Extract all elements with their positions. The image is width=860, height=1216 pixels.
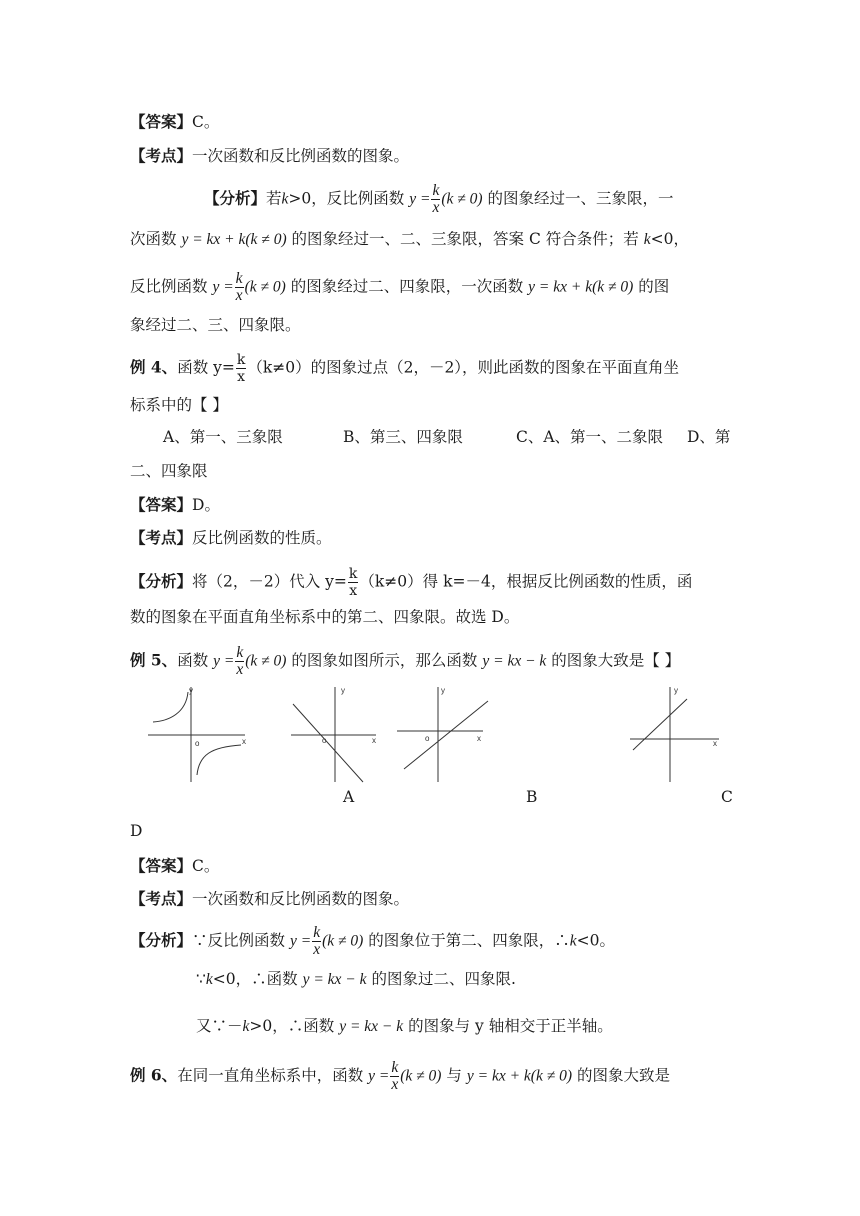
answer-text: C。 — [192, 113, 220, 131]
ex5-analysis-line-2: ∵k<0，∴函数 y = kx − k 的图象过二、四象限. — [196, 970, 516, 988]
ex3-analysis-line-1: 【分析】若k>0，反比例函数 y = $\frac{k}{x}$ (k ≠ 0) 的图象经过一、三象限，一 — [204, 182, 674, 216]
x-axis-label: x — [372, 736, 376, 745]
x-axis-label: x — [713, 739, 717, 748]
graph-label-c: C — [721, 788, 733, 806]
graph-option-b — [395, 685, 493, 785]
ex3-analysis-line-3: 反比例函数 y = $\frac{k}{x}$ (k ≠ 0) 的图象经过二、四象限，一次函数 y = kx + k(k ≠ 0) 的图 — [130, 270, 670, 304]
line-positive-slope — [633, 699, 687, 750]
fraction-k-over-x: $\frac{k}{x}$ — [235, 270, 243, 304]
graph-label-a: A — [343, 788, 355, 806]
fraction-k-over-x: $\frac{k}{x}$ — [313, 924, 321, 958]
answer-tag: 【答案】 — [130, 112, 193, 131]
x-axis-label: x — [477, 734, 481, 743]
y-axis-label: y — [441, 686, 445, 695]
point-tag: 【考点】 — [130, 528, 193, 547]
ex4-question-line-1: 例 4、函数 y= $\frac{k}{x}$ （k≠0）的图象过点（2，－2），则此函数的图象在平面直角坐 — [130, 352, 680, 385]
ex4-option-d: D、第 — [687, 428, 731, 446]
ex4-option-b: B、第三、四象限 — [343, 428, 463, 446]
origin-label: o — [425, 734, 430, 743]
ex6-question-line-1: 例 6、在同一直角坐标系中，函数 y = $\frac{k}{x}$ (k ≠ 0) 与 y = kx + k(k ≠ 0) 的图象大致是 — [130, 1059, 670, 1093]
ex4-question-line-2: 标系中的【 】 — [130, 396, 228, 414]
fraction-k-over-x: $\frac{k}{x}$ — [236, 644, 244, 678]
point-tag: 【考点】 — [130, 889, 193, 908]
line-k-negative — [293, 704, 363, 782]
ex3-point-line — [130, 145, 409, 167]
x-axis-label: x — [242, 737, 246, 746]
example-label: 例 5、 — [130, 650, 178, 670]
ex4-option-a: A、第一、三象限 — [163, 428, 283, 446]
analysis-tag: 【分析】 — [130, 571, 193, 591]
graph-label-d: D — [130, 822, 143, 840]
ex5-analysis-line-3: 又∵－k>0，∴函数 y = kx − k 的图象与 y 轴相交于正半轴。 — [196, 1017, 613, 1035]
ex5-point-line: 【考点】一次函数和反比例函数的图象。 — [130, 889, 410, 908]
ex5-answer-line: 【答案】C。 — [130, 856, 220, 875]
point-text: 一次函数和反比例函数的图象。 — [192, 147, 410, 165]
ex3-answer-line — [130, 111, 219, 133]
hyperbola-graph — [145, 685, 250, 785]
origin-label: o — [322, 736, 327, 745]
example-label: 例 6、 — [130, 1065, 178, 1085]
ex5-question-line-1: 例 5、函数 y = $\frac{k}{x}$ (k ≠ 0) 的图象如图所示，那么函数 y = kx − k 的图象大致是【 】 — [130, 644, 681, 678]
y-axis-label: y — [674, 686, 678, 695]
analysis-tag: 【分析】 — [130, 930, 193, 950]
fraction-k-over-x: $\frac{k}{x}$ — [432, 182, 440, 216]
analysis-tag: 【分析】 — [204, 188, 267, 208]
example-label: 例 4、 — [130, 357, 178, 377]
answer-tag: 【答案】 — [130, 856, 193, 875]
fraction-k-over-x: $\frac{k}{x}$ — [348, 566, 358, 599]
fraction-k-over-x: $\frac{k}{x}$ — [236, 352, 246, 385]
ex4-option-c: C、A、第一、二象限 — [516, 428, 664, 446]
hyperbola-branch-upper-left — [153, 692, 188, 722]
ex3-analysis-line-2: 次函数 y = kx + k(k ≠ 0) 的图象经过一、二、三象限，答案 C 符合条件；若 k<0， — [130, 230, 689, 248]
ex3-analysis-line-4: 象经过二、三、四象限。 — [130, 316, 301, 334]
y-axis-label: y — [189, 686, 193, 695]
answer-tag: 【答案】 — [130, 495, 193, 514]
graph-option-c — [627, 685, 722, 785]
graph-option-a — [288, 685, 380, 785]
ex4-answer-line: 【答案】D。 — [130, 495, 220, 514]
ex5-analysis-line-1: 【分析】∵反比例函数 y = $\frac{k}{x}$ (k ≠ 0) 的图象位于第二、四象限，∴k<0。 — [130, 924, 615, 958]
ex4-option-d-cont: 二、四象限 — [130, 462, 208, 480]
graph-label-b: B — [526, 788, 538, 806]
hyperbola-branch-lower-right — [197, 745, 241, 775]
origin-label: o — [195, 739, 200, 748]
y-axis-label: y — [341, 686, 345, 695]
line-positive-slope — [404, 701, 488, 769]
ex4-analysis-line-1: 【分析】将（2，－2）代入 y= $\frac{k}{x}$ （k≠0）得 k=－4，根据反比例函数的性质，函 — [130, 566, 693, 599]
ex4-point-line: 【考点】反比例函数的性质。 — [130, 528, 332, 547]
point-tag: 【考点】 — [130, 146, 193, 165]
fraction-k-over-x: $\frac{k}{x}$ — [391, 1059, 399, 1093]
ex4-analysis-line-2: 数的图象在平面直角坐标系中的第二、四象限。故选 D。 — [130, 608, 520, 626]
